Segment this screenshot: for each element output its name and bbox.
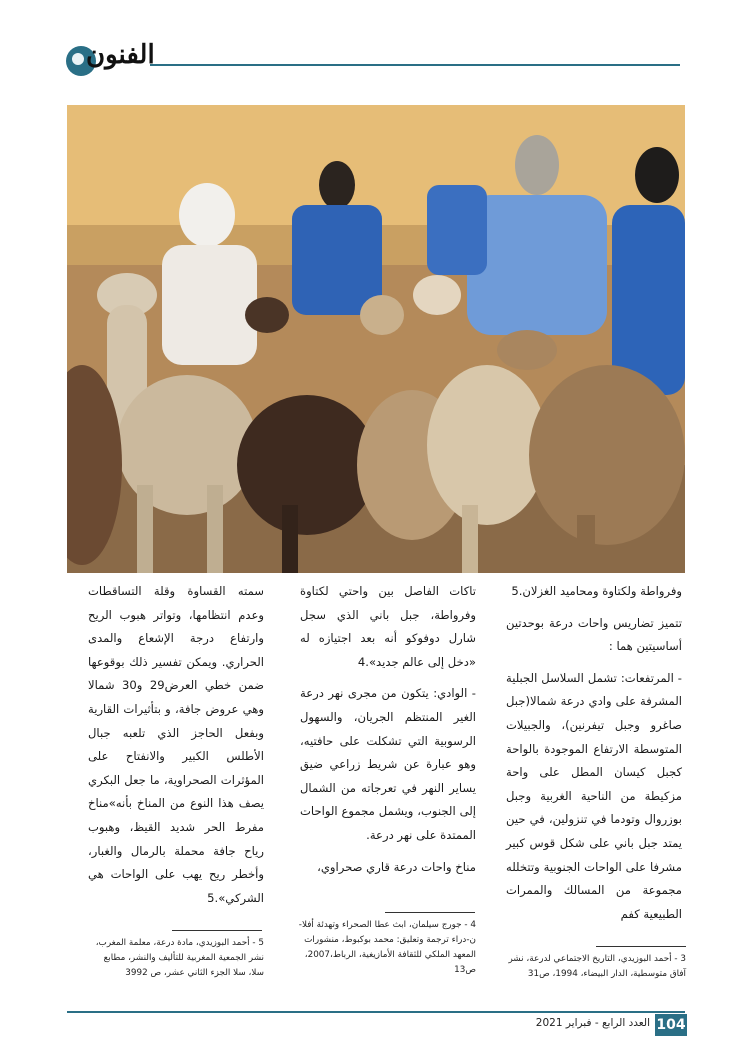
paragraph: - الوادي: يتكون من مجرى نهر درعة الغير المنتظم الجريان، والسهول الرسوبية التي تشكلت على حافتيه، وهو عبارة عن شريط زراعي ضيق يساير النهر في تعرجاته من الشمال إلى الجنوب، ويشمل مجموع الواحات الممتدة على نهر درعة. (300, 686, 476, 842)
issue-label: العدد الرابع - فبراير 2021 (535, 1017, 650, 1029)
header-rule (150, 64, 680, 66)
logo-text: الفنون (86, 40, 155, 70)
footnote-4: 4 - جورج سيلمان، ابث عطا الصحراء وتهدئة أفلا-ن-دراء ترجمة وتعليق: محمد بوكبوط، منشورات المعهد الملكي للثقافة الأمازيغية، الرباط،2007، ص13 (298, 920, 476, 975)
paragraph: سمته القساوة وقلة التساقطات وعدم انتظامها، وتواتر هبوب الريح وارتفاع درجة الإشعاع والمدى الحراري. ويمكن تفسير ذلك بوقوعها ضمن خطي العرض29 و30 شمالا وهي عروض جافة، و بتأثيرات القارية وبفعل الحاجز الذي تلعبه جبال الأطلس الكبير والانفتاح على المؤثرات الصحراوية، ما جعل البكري يصف هذا النوع من المناخ بأنه»مناخ مفرط الحر شديد القيظ، وهبوب رياح جافة محملة بالرمال والغبار، وأخطر ريح يهب على الواحات هي الشركي».5 (88, 584, 264, 905)
paragraph: وفرواطة ولكتاوة ومحاميد الغزلان.5 (511, 584, 682, 598)
paragraph: - المرتفعات: تشمل السلاسل الجبلية المشرفة على وادي درعة شمالا(جبل صاغرو وجبل تيفرنين)، والجبيلات المتوسطة الارتفاع الموجودة بالواحة كجبل كيسان المطل على واحة مزكيطة من الناحية الغربية وجبل بوزروال وتودما في تنزولين، في حين يمتد جبل باني على شكل قوس كبير مشرفا على الواحات الجنوبية وتتخلله مجموعة من المسالك والممرات الطبيعية كفم (506, 670, 682, 921)
magazine-logo (66, 40, 156, 84)
paragraph: مناخ واحات درعة قاري صحراوي، (317, 859, 476, 874)
footer-rule (67, 1011, 685, 1013)
footnote-rule (385, 912, 475, 913)
footnote-rule (172, 930, 262, 931)
text-column-middle (300, 580, 476, 887)
footnote-3: 3 - أحمد البوزيدي، التاريخ الاجتماعي لدرعة، نشر آفاق متوسطية، الدار البيضاء، 1994، ص31 (508, 954, 686, 979)
page-number: 104 (655, 1014, 687, 1036)
text-column-left (88, 580, 264, 918)
paragraph: تاكات الفاصل بين واحتي لكتاوة وفرواطة، جبل باني الذي سجل شارل دوفوكو أنه بعد اجتيازه له «دخل إلى عالم جديد».4 (300, 584, 476, 669)
photo-illustration (67, 105, 685, 573)
footnote-rule (596, 946, 686, 947)
footnote-5: 5 - أحمد البوزيدي، مادة درعة، معلمة المغرب، نشر الجمعية المغربية للتأليف والنشر، مطابع سلا، سلا الجزء الثاني عشر، ص 3992 (95, 938, 264, 978)
camel-riders-photo (67, 105, 685, 573)
text-column-right (506, 580, 682, 934)
paragraph: تتميز تضاريس واحات درعة بوحدتين أساسيتين هما : (506, 615, 682, 654)
